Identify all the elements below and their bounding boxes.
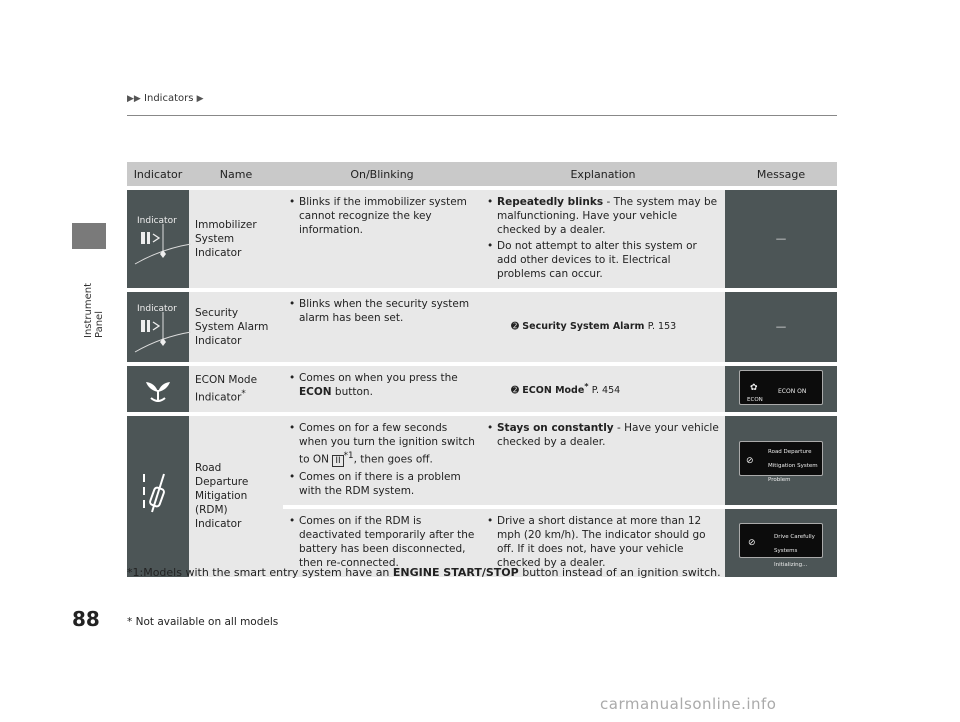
column-header-explanation: Explanation — [481, 162, 725, 186]
ignition-key-icon: II — [332, 455, 343, 467]
on-blinking-text: • Comes on if the RDM is deactivated temporarily after the battery has been disconnected, then re-connected. — [289, 514, 475, 570]
rdm-icon: ⊘ — [748, 538, 756, 548]
rdm-problem-message-display — [739, 441, 823, 483]
immobilizer-indicator-icon — [131, 224, 201, 284]
on-blinking-text: • Comes on for a few seconds when you turn the ignition switch to ON II $^{*1}$, then goes off. — [289, 421, 475, 468]
econ-message-text: ECON ON — [778, 387, 807, 395]
table-row — [127, 190, 837, 288]
reference-link[interactable]: ➋ ECON Mode* P. 454 — [511, 381, 621, 397]
table-row — [127, 292, 837, 362]
breadcrumb-section[interactable]: Indicators — [144, 93, 194, 104]
econ-leaf-icon: ✿ — [750, 382, 758, 393]
on-blinking-cell — [283, 366, 481, 412]
availability-note: * Not available on all models — [127, 616, 279, 628]
message-cell: — — [725, 190, 837, 288]
explanation-cell — [481, 366, 725, 412]
econ-leaf-icon — [143, 378, 173, 404]
on-blinking-cell — [283, 292, 481, 362]
sidebar-tab — [72, 223, 106, 249]
indicator-cell — [127, 292, 189, 362]
table-row — [127, 366, 837, 412]
header-divider — [127, 115, 837, 116]
breadcrumb — [127, 93, 204, 104]
reference-link[interactable]: ➋ Security System Alarm P. 153 — [511, 321, 677, 332]
explanation-cell — [481, 292, 725, 362]
indicator-table — [127, 158, 837, 581]
column-header-message: Message — [725, 162, 837, 186]
indicator-name: Road Departure Mitigation (RDM) Indicator — [189, 416, 283, 577]
breadcrumb-arrow-icon: ▶ — [196, 94, 204, 104]
explanation-text: • Repeatedly blinks - The system may be malfunctioning. Have your vehicle checked by a dealer. — [487, 195, 719, 237]
econ-icon-label: ECON — [747, 396, 763, 403]
on-blinking-cell — [283, 190, 481, 288]
indicator-placeholder-label: Indicator — [137, 304, 177, 314]
indicator-cell — [127, 366, 189, 412]
on-blinking-cell — [283, 416, 481, 505]
footnote: *1:Models with the smart entry system have an ENGINE START/STOP button instead of an ignition switch. — [127, 566, 721, 579]
explanation-cell — [481, 190, 725, 288]
indicator-name: Immobilizer System Indicator — [189, 190, 283, 288]
indicator-placeholder-label: Indicator — [137, 216, 177, 226]
message-cell: — — [725, 292, 837, 362]
message-cell — [725, 366, 837, 412]
econ-message-display — [739, 370, 823, 405]
on-blinking-text: • Comes on when you press the ECON button. — [289, 371, 475, 399]
explanation-text: • Stays on constantly - Have your vehicle checked by a dealer. — [487, 421, 719, 449]
explanation-text: • Drive a short distance at more than 12 mph (20 km/h). The indicator should go off. If it does not, have your vehicle checked by a dealer. — [487, 514, 719, 570]
table-row — [127, 416, 837, 505]
message-cell — [725, 416, 837, 505]
explanation-text: • Do not attempt to alter this system or add other devices to it. Electrical problems can occur. — [487, 239, 719, 281]
indicator-cell — [127, 416, 189, 577]
on-blinking-text: • Comes on if there is a problem with the RDM system. — [289, 470, 475, 498]
explanation-cell — [481, 416, 725, 505]
message-cell — [725, 509, 837, 577]
column-header-indicator: Indicator — [127, 162, 189, 186]
reference-arrow-icon: ➋ — [511, 321, 523, 332]
rdm-icon: ⊘ — [746, 455, 754, 466]
on-blinking-text: • Blinks if the immobilizer system cannot recognize the key information. — [289, 195, 475, 237]
sidebar-label: Instrument Panel — [83, 282, 105, 338]
rdm-message-text: Drive Carefully Systems Initializing... — [774, 534, 815, 568]
column-header-on-blinking: On/Blinking — [283, 162, 481, 186]
indicator-cell — [127, 190, 189, 288]
watermark: carmanualsonline.info — [600, 695, 777, 713]
indicator-name: Security System Alarm Indicator — [189, 292, 283, 362]
breadcrumb-arrow-icon: ▶▶ — [127, 94, 141, 104]
rdm-initializing-message-display — [739, 523, 823, 568]
security-alarm-indicator-icon — [131, 312, 201, 362]
indicator-name: ECON Mode Indicator* — [189, 366, 283, 412]
on-blinking-text: • Blinks when the security system alarm has been set. — [289, 297, 475, 325]
road-departure-icon — [138, 472, 178, 516]
rdm-message-text: Road Departure Mitigation System Problem — [768, 448, 818, 483]
reference-arrow-icon: ➋ — [511, 385, 523, 397]
column-header-name: Name — [189, 162, 283, 186]
page-number: 88 — [72, 607, 100, 631]
